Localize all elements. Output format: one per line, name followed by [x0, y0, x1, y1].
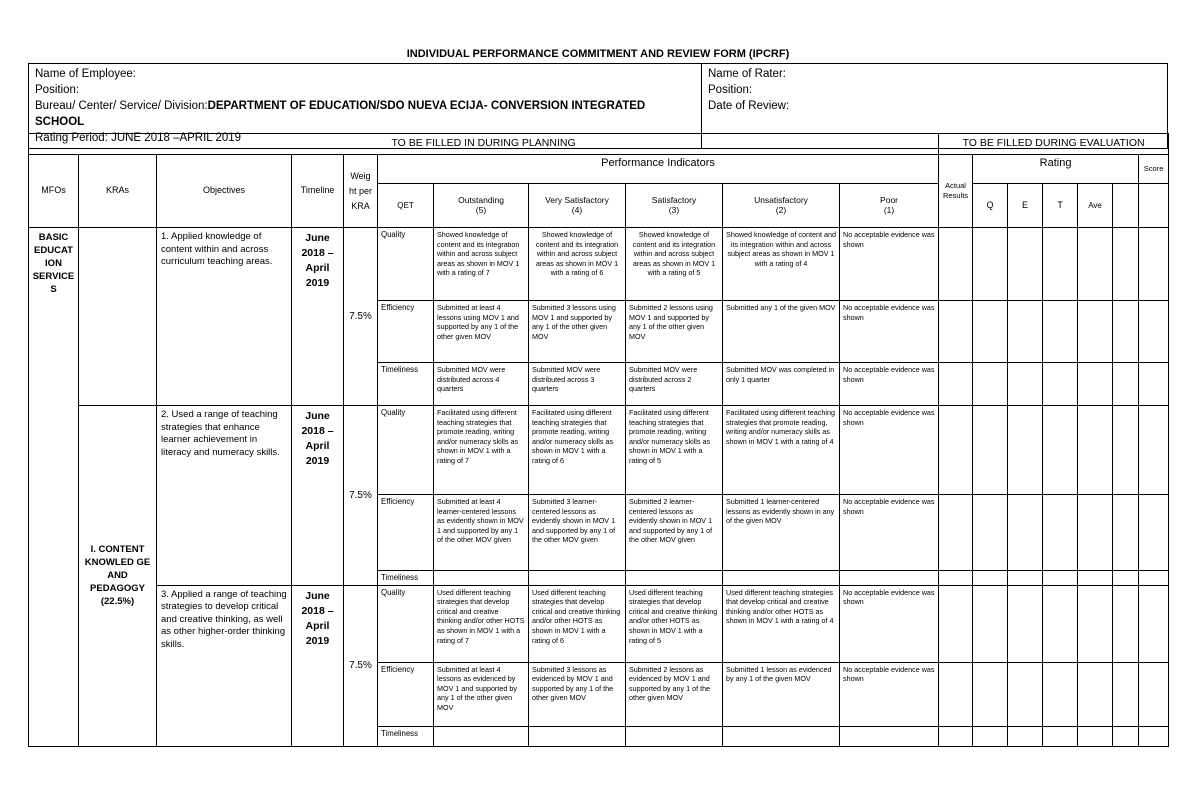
- mfo-cell: BASIC EDUCAT ION SERVICE S: [29, 228, 79, 747]
- timeline-2: June 2018 – April 2019: [292, 406, 344, 586]
- indicator-very-satisfactory: Submitted MOV were distributed across 3 quarters: [529, 363, 626, 406]
- score-cell[interactable]: [1139, 301, 1169, 363]
- rating-ave-cell[interactable]: [1078, 571, 1113, 586]
- indicator-satisfactory: Submitted MOV were distributed across 2 quarters: [626, 363, 723, 406]
- rating-e-cell[interactable]: [1008, 301, 1043, 363]
- indicator-very-satisfactory: Submitted 3 lessons using MOV 1 and supported by any 1 of the other given MOV: [529, 301, 626, 363]
- indicator-poor: No acceptable evidence was shown: [840, 406, 939, 495]
- bureau-line: [35, 98, 695, 130]
- rating-t-cell[interactable]: [1043, 585, 1078, 662]
- indicator-very-satisfactory: Used different teaching strategies that develop critical and creative thinking and/or other HOTS as shown in MOV 1 with a rating of 6: [529, 585, 626, 662]
- indicator-poor: No acceptable evidence was shown: [840, 495, 939, 571]
- rating-spacer-cell: [1113, 662, 1139, 726]
- col-rating-q: Q: [973, 184, 1008, 228]
- evaluation-section-header: TO BE FILLED DURING EVALUATION: [939, 134, 1169, 155]
- rating-spacer-cell: [1113, 406, 1139, 495]
- indicator-poor: No acceptable evidence was shown: [840, 301, 939, 363]
- weight-1: 7.5%: [344, 228, 378, 406]
- rating-e-cell[interactable]: [1008, 571, 1043, 586]
- indicator-satisfactory: Facilitated using different teaching strategies that promote reading, writing and/or numeracy skills as shown in MOV 1 with a rating of 5: [626, 406, 723, 495]
- objective-2: 2. Used a range of teaching strategies that enhance learner achievement in literacy and numeracy skills.: [157, 406, 292, 586]
- rating-e-cell[interactable]: [1008, 228, 1043, 301]
- rating-t-cell[interactable]: [1043, 228, 1078, 301]
- scale-value: (4): [571, 204, 583, 215]
- rating-ave-cell[interactable]: [1078, 406, 1113, 495]
- rating-t-cell[interactable]: [1043, 301, 1078, 363]
- indicator-poor: No acceptable evidence was shown: [840, 228, 939, 301]
- col-score: Score: [1139, 155, 1169, 184]
- table-row: [29, 228, 1169, 301]
- indicator-outstanding: Submitted at least 4 lessons as evidenced by MOV 1 and supported by any 1 of the other given MOV: [434, 662, 529, 726]
- indicator-unsatisfactory: [723, 726, 840, 746]
- rating-q-cell[interactable]: [973, 363, 1008, 406]
- rating-q-cell[interactable]: [973, 301, 1008, 363]
- rating-spacer-cell: [1113, 228, 1139, 301]
- indicator-outstanding: Showed knowledge of content and its integration within and across subject areas as shown in MOV 1 with a rating of 7: [434, 228, 529, 301]
- rating-spacer-cell: [1113, 363, 1139, 406]
- indicator-satisfactory: Submitted 2 learner-centered lessons as evidently shown in MOV 1 and supported by any 1 of the other MOV given: [626, 495, 723, 571]
- indicator-very-satisfactory: Facilitated using different teaching strategies that promote reading, writing and/or numeracy skills as shown in MOV 1 with a rating of 6: [529, 406, 626, 495]
- indicator-unsatisfactory: Showed knowledge of content and its integration within and across subject areas as shown in MOV 1 with a rating of 4: [723, 228, 840, 301]
- score-cell[interactable]: [1139, 571, 1169, 586]
- scale-value: (3): [668, 204, 680, 215]
- employee-position-label: Position:: [35, 84, 80, 96]
- scale-label: Unsatisfactory: [754, 194, 808, 205]
- qet-quality: Quality: [378, 585, 434, 662]
- qet-quality: Quality: [378, 406, 434, 495]
- bureau-value: DEPARTMENT OF EDUCATION/SDO NUEVA ECIJA- CONVERSION INTEGRATED SCHOOL: [35, 100, 646, 128]
- col-objectives: Objectives: [157, 155, 292, 228]
- col-rating-ave: Ave: [1078, 184, 1113, 228]
- rating-ave-cell[interactable]: [1078, 726, 1113, 746]
- actual-results-cell[interactable]: [939, 495, 973, 571]
- scale-value: (5): [475, 204, 487, 215]
- ipcrf-page: [28, 0, 1168, 785]
- indicator-very-satisfactory: Submitted 3 learner-centered lessons as evidently shown in MOV 1 and supported by any 1 of the other MOV given: [529, 495, 626, 571]
- rating-spacer-cell: [1113, 571, 1139, 586]
- kra-blank-cell: [79, 228, 157, 406]
- section-row: [29, 134, 1169, 155]
- col-rating-e: E: [1008, 184, 1043, 228]
- rating-period: Rating Period: JUNE 2018 –APRIL 2019: [35, 132, 242, 144]
- col-performance-indicators: Performance Indicators: [378, 155, 939, 184]
- col-weight: Weig ht per KRA: [344, 155, 378, 228]
- qet-efficiency: Efficiency: [378, 662, 434, 726]
- qet-efficiency: Efficiency: [378, 301, 434, 363]
- rating-spacer-cell: [1113, 585, 1139, 662]
- scale-label: Poor: [880, 194, 899, 205]
- actual-results-cell[interactable]: [939, 571, 973, 586]
- performance-table: [28, 133, 1169, 747]
- indicator-unsatisfactory: Facilitated using different teaching strategies that promote reading, writing and/or numeracy skills as shown in MOV 1 with a rating of 4: [723, 406, 840, 495]
- indicator-outstanding: Submitted MOV were distributed across 4 quarters: [434, 363, 529, 406]
- indicator-poor: No acceptable evidence was shown: [840, 662, 939, 726]
- qet-efficiency: Efficiency: [378, 495, 434, 571]
- indicator-unsatisfactory: Used different teaching strategies that develop critical and creative thinking and/or other HOTS as shown in MOV 1 with a rating of 4: [723, 585, 840, 662]
- table-row: [29, 406, 1169, 495]
- score-cell[interactable]: [1139, 495, 1169, 571]
- timeline-1: June 2018 – April 2019: [292, 228, 344, 406]
- rating-spacer-cell: [1113, 726, 1139, 746]
- indicator-satisfactory: [626, 726, 723, 746]
- scale-label: Outstanding: [458, 194, 504, 205]
- weight-3: 7.5%: [344, 585, 378, 746]
- kra-title: I. CONTENT KNOWLED GE AND PEDAGOGY: [84, 544, 151, 595]
- planning-section-header: TO BE FILLED IN DURING PLANNING: [29, 134, 939, 155]
- review-date-label: Date of Review:: [708, 100, 790, 112]
- indicator-outstanding: Used different teaching strategies that develop critical and creative thinking and/or other HOTS as shown in MOV 1 with a rating of 7: [434, 585, 529, 662]
- actual-results-cell[interactable]: [939, 585, 973, 662]
- rating-t-cell[interactable]: [1043, 495, 1078, 571]
- qet-timeliness: Timeliness: [378, 363, 434, 406]
- rating-t-cell[interactable]: [1043, 363, 1078, 406]
- indicator-very-satisfactory: [529, 571, 626, 586]
- rating-q-cell[interactable]: [973, 228, 1008, 301]
- indicator-outstanding: [434, 571, 529, 586]
- rating-q-cell[interactable]: [973, 406, 1008, 495]
- rating-t-cell[interactable]: [1043, 726, 1078, 746]
- rating-ave-cell[interactable]: [1078, 301, 1113, 363]
- col-kras: KRAs: [79, 155, 157, 228]
- col-timeline: Timeline: [292, 155, 344, 228]
- objective-1: 1. Applied knowledge of content within and across curriculum teaching areas.: [157, 228, 292, 406]
- scale-value: (2): [775, 204, 787, 215]
- kra-weight: (22.5%): [100, 596, 135, 608]
- table-row: [29, 585, 1169, 662]
- rating-ave-cell[interactable]: [1078, 228, 1113, 301]
- rating-q-cell[interactable]: [973, 726, 1008, 746]
- indicator-outstanding: Submitted at least 4 learner-centered lessons as evidently shown in MOV 1 and supported by any 1 of the other MOV given: [434, 495, 529, 571]
- score-cell: [1139, 184, 1169, 228]
- indicator-very-satisfactory: Showed knowledge of content and its integration within and across subject areas as shown in MOV 1 with a rating of 6: [529, 228, 626, 301]
- rater-position-label: Position:: [708, 84, 753, 96]
- col-actual-results: Actual Results: [939, 155, 973, 228]
- indicator-satisfactory: Submitted 2 lessons using MOV 1 and supported by any 1 of the other given MOV: [626, 301, 723, 363]
- indicator-poor: [840, 726, 939, 746]
- rating-e-cell[interactable]: [1008, 363, 1043, 406]
- rating-t-cell[interactable]: [1043, 662, 1078, 726]
- bureau-label: Bureau/ Center/ Service/ Division:: [35, 100, 208, 112]
- column-header-row-1: [29, 155, 1169, 184]
- col-unsatisfactory: [723, 184, 840, 228]
- employee-name-label: Name of Employee:: [35, 68, 136, 80]
- rating-e-cell[interactable]: [1008, 495, 1043, 571]
- indicator-satisfactory: Submitted 2 lessons as evidenced by MOV 1 and supported by any 1 of the other given MOV: [626, 662, 723, 726]
- rating-t-cell[interactable]: [1043, 406, 1078, 495]
- scale-label: Very Satisfactory: [545, 194, 609, 205]
- indicator-poor: No acceptable evidence was shown: [840, 585, 939, 662]
- indicator-unsatisfactory: Submitted MOV was completed in only 1 quarter: [723, 363, 840, 406]
- indicator-very-satisfactory: Submitted 3 lessons as evidenced by MOV 1 and supported by any 1 of the other given MOV: [529, 662, 626, 726]
- score-cell[interactable]: [1139, 585, 1169, 662]
- indicator-satisfactory: Showed knowledge of content and its integration within and across subject areas as shown in MOV 1 with a rating of 5: [626, 228, 723, 301]
- indicator-poor: [840, 571, 939, 586]
- scale-value: (1): [883, 204, 895, 215]
- rating-t-cell[interactable]: [1043, 571, 1078, 586]
- indicator-unsatisfactory: Submitted 1 learner-centered lessons as evidently shown in any of the given MOV: [723, 495, 840, 571]
- form-title: INDIVIDUAL PERFORMANCE COMMITMENT AND REVIEW FORM (IPCRF): [406, 48, 790, 60]
- rating-q-cell[interactable]: [973, 585, 1008, 662]
- actual-results-cell[interactable]: [939, 228, 973, 301]
- indicator-poor: No acceptable evidence was shown: [840, 363, 939, 406]
- rating-spacer-cell: [1113, 495, 1139, 571]
- rating-ave-cell[interactable]: [1078, 585, 1113, 662]
- col-rating-t: T: [1043, 184, 1078, 228]
- indicator-satisfactory: Used different teaching strategies that develop critical and creative thinking and/or other HOTS as shown in MOV 1 with a rating of 5: [626, 585, 723, 662]
- actual-results-cell[interactable]: [939, 301, 973, 363]
- rating-e-cell[interactable]: [1008, 726, 1043, 746]
- actual-results-cell[interactable]: [939, 406, 973, 495]
- weight-2: 7.5%: [344, 406, 378, 586]
- indicator-unsatisfactory: [723, 571, 840, 586]
- qet-timeliness: Timeliness: [378, 571, 434, 586]
- col-outstanding: [434, 184, 529, 228]
- indicator-outstanding: Facilitated using different teaching strategies that promote reading, writing and/or numeracy skills as shown in MOV 1 with a rating of 7: [434, 406, 529, 495]
- rating-e-cell[interactable]: [1008, 406, 1043, 495]
- rating-q-cell[interactable]: [973, 662, 1008, 726]
- rating-q-cell[interactable]: [973, 495, 1008, 571]
- score-cell[interactable]: [1139, 406, 1169, 495]
- rating-q-cell[interactable]: [973, 571, 1008, 586]
- rater-name-label: Name of Rater:: [708, 68, 786, 80]
- indicator-unsatisfactory: Submitted 1 lesson as evidenced by any 1 of the given MOV: [723, 662, 840, 726]
- actual-results-cell[interactable]: [939, 726, 973, 746]
- qet-timeliness: Timeliness: [378, 726, 434, 746]
- rating-ave-cell[interactable]: [1078, 495, 1113, 571]
- actual-results-cell[interactable]: [939, 363, 973, 406]
- rating-e-cell[interactable]: [1008, 662, 1043, 726]
- indicator-unsatisfactory: Submitted any 1 of the given MOV: [723, 301, 840, 363]
- col-poor: [840, 184, 939, 228]
- col-very-satisfactory: [529, 184, 626, 228]
- indicator-satisfactory: [626, 571, 723, 586]
- timeline-3: June 2018 – April 2019: [292, 585, 344, 746]
- rating-ave-cell[interactable]: [1078, 662, 1113, 726]
- qet-quality: Quality: [378, 228, 434, 301]
- rating-spacer-cell: [1113, 301, 1139, 363]
- score-cell[interactable]: [1139, 726, 1169, 746]
- actual-results-cell[interactable]: [939, 662, 973, 726]
- indicator-very-satisfactory: [529, 726, 626, 746]
- col-satisfactory: [626, 184, 723, 228]
- score-cell[interactable]: [1139, 363, 1169, 406]
- indicator-outstanding: [434, 726, 529, 746]
- col-mfos: MFOs: [29, 155, 79, 228]
- objective-3: 3. Applied a range of teaching strategies to develop critical and creative thinking, as well as other higher-order thinking skills.: [157, 585, 292, 746]
- score-cell[interactable]: [1139, 662, 1169, 726]
- kra-cell: [79, 406, 157, 747]
- col-rating: Rating: [973, 155, 1139, 184]
- rating-e-cell[interactable]: [1008, 585, 1043, 662]
- scale-label: Satisfactory: [651, 194, 697, 205]
- indicator-outstanding: Submitted at least 4 lessons using MOV 1 and supported by any 1 of the other given MOV: [434, 301, 529, 363]
- rating-spacer-cell: [1113, 184, 1139, 228]
- rating-ave-cell[interactable]: [1078, 363, 1113, 406]
- col-qet: QET: [378, 184, 434, 228]
- score-cell[interactable]: [1139, 228, 1169, 301]
